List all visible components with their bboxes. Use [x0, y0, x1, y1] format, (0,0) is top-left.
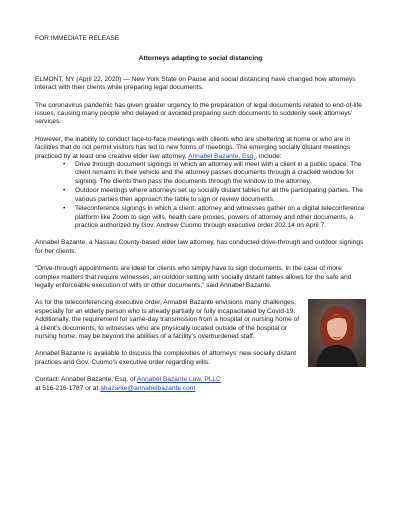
- paragraph-dateline: ELMONT, NY (April 22, 2020) — New York State on Pause and social distancing have changed how attorneys interact with their clients while preparing legal documents.: [35, 75, 356, 92]
- firm-link[interactable]: Annabel Bazante Law, PLLC: [136, 376, 221, 384]
- email-link[interactable]: abazante@annabelbazante.com: [100, 384, 196, 392]
- release-label: FOR IMMEDIATE RELEASE: [35, 35, 120, 42]
- paragraph-signings: Annabel Bazante, a Nassau County-based elder law attorney, has conducted drive-through and outdoor signings for her clients.: [35, 239, 364, 255]
- contact-line: [35, 376, 366, 384]
- paragraph-meetings-text: However, the inability to conduct face-to-face meetings with clients who are sheltering at home or who are in facilities that do not permit visitors has led to new forms of meetings. The emerging socially distant meetings practiced by at least one creative elder law attorney,: [35, 135, 351, 160]
- list-item: • Drive through document signings in which an attorney will meet with a client in a public space. The client remains in their vehicle and the attorney passes documents through a cracked window for signing. The clients then pass the documents through the window to the attorney.: [75, 161, 366, 186]
- paragraph-availability: Annabel Bazante is available to discuss the complexities of attorneys’ new socially distant practices and Gov. Cuomo’s executive order regarding wills.: [35, 350, 297, 366]
- contact-phone: at 516-216-1787 or at: [35, 384, 101, 392]
- paragraph-meetings-tail: , include:: [255, 152, 282, 160]
- portrait-photo-icon: [308, 299, 366, 367]
- contact-prefix: Contact: Annabel Bazante, Esq. of: [35, 376, 137, 384]
- contact-phone-line: [35, 385, 366, 393]
- paragraph-quote: “Drive-through appointments are ideal for clients who simply have to sign documents. In the case of more complex matters that require witnesses, an outdoor setting with socially distant tables allows for the safe and legally enforceable execution of wills or other documents,” said Annabel Bazante.: [35, 265, 352, 289]
- list-item: • Outdoor meetings where attorneys set up socially distant tables for all the participating parties. The various parties then approach the table to sign or review documents.: [75, 187, 366, 204]
- meeting-types-list: [35, 161, 366, 230]
- headline: Attorneys adapting to social distancing: [138, 55, 263, 63]
- paragraph-meetings: [35, 136, 366, 161]
- attorney-link[interactable]: Annabel Bazante, Esq.: [188, 152, 256, 160]
- paragraph-pandemic: The coronavirus pandemic has given greater urgency to the preparation of legal documents related to end-of-life issues, causing many people who delayed or avoided preparing such documents to suddenly seek attorneys’ services.: [35, 101, 362, 126]
- list-item: • Teleconference signings in which a client, attorney and witnesses gather on a digital teleconference platform like Zoom to sign wills, health care proxies, powers of attorney and other documents, a practice authorized by Gov. Andrew Cuomo through executive order 202.14 on April 7.: [75, 205, 366, 230]
- portrait-photo: [308, 299, 366, 367]
- paragraph-teleconferencing: As for the teleconferencing executive order, Annabel Bazante envisions many challenges, especially for an elderly person who is already partially or fully incapacitated by Covid-19. Additionally, the requirement for same-day transmission from a hospital or nursing home of a client’s documents, to witnesses who are physically located outside of the hospital or nursing home, may be beyond the abilities of a facility’s overburdened staff.: [35, 299, 300, 340]
